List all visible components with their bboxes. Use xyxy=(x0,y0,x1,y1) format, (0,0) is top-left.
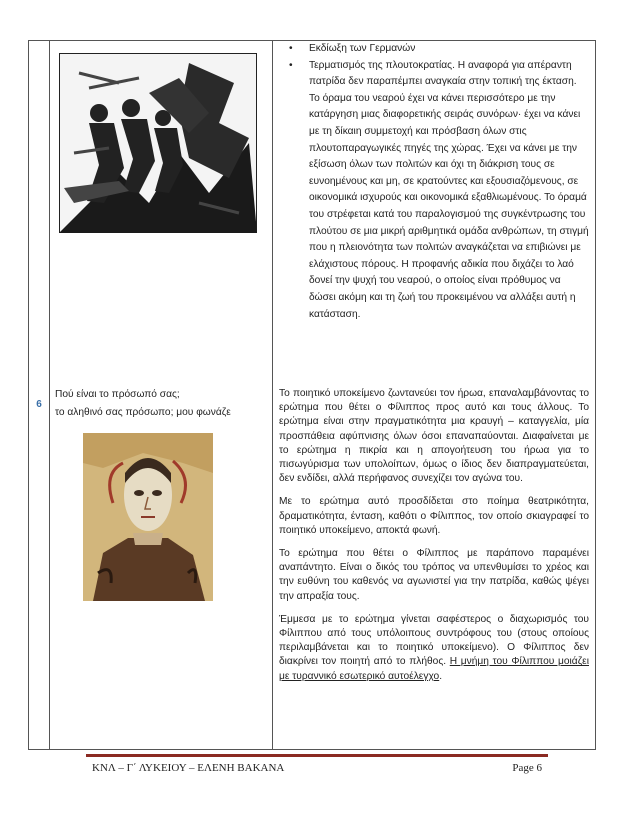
woodcut-illustration xyxy=(59,53,257,233)
commentary xyxy=(279,387,589,693)
bullet-list xyxy=(281,41,589,323)
bullet-icon: • xyxy=(289,59,293,71)
paragraph: Το ποιητικό υποκείμενο ζωντανεύει τον ήρωα, επαναλαμβάνοντας το ερώτημα που θέτει ο Φίλιππος προς αυτό και τους άλλους. Το ερώτημα είναι στην πραγματικότητα μια κραυγή – καταγγελία, μία προσπάθεια αφύπνισης όλων όσοι επαναπαύονται. Διαφαίνεται με το ερώτημα η πικρία και η απογοήτευση του ήρωα για το πισωγύρισμα των υπολοίπων, όμως ο ίδιος δεν διαπραγματεύεται, δεν ενδίδει, αλλά περήφανος συνεχίζει τον αγώνα του. xyxy=(279,388,589,485)
paragraph-end: . xyxy=(439,670,443,682)
footer-title: ΚΝΛ – Γ΄ ΛΥΚΕΙΟΥ – ΕΛΕΝΗ ΒΑΚΑΝΑ xyxy=(92,762,285,774)
right-column xyxy=(273,41,595,749)
portrait-painting xyxy=(83,433,213,601)
left-column xyxy=(49,41,271,749)
list-item-text: Εκδίωξη των Γερμανών xyxy=(309,43,416,54)
page-number: Page 6 xyxy=(512,762,542,774)
quote-line: Πού είναι το πρόσωπό σας; xyxy=(55,389,180,400)
poem-quote xyxy=(55,386,231,422)
paragraph: Με το ερώτημα αυτό προσδίδεται στο ποίημα θεατρικότητα, δραματικότητα, ένταση, καθότι ο Φίλιππος, τον οποίο σκιαγραφεί το ποιητικό υποκείμενο, αποκτά φωνή. xyxy=(279,496,589,536)
underlined-sentence: Η μνήμη του Φίλιππου μοιάζει με τυραννικό εσωτερικό αυτοέλεγχο xyxy=(279,656,589,682)
paragraph xyxy=(279,613,589,684)
bullet-icon: • xyxy=(289,43,293,54)
list-item xyxy=(281,41,589,58)
footer-rule xyxy=(86,754,548,757)
list-item-text: Τερματισμός της πλουτοκρατίας. Η αναφορά για απέραντη πατρίδα δεν παραπέμπει αναγκαία στην τοπική της έκταση. Το όραμα του νεαρού έχει να κάνει περισσότερο με την κατάργηση μιας διαφορετικής σειράς συνόρων· έχει να κάνει με τη δίκαιη συμμετοχή και πρόσβαση όλων στις πλουτοπαραγωγικές πηγές της χώρας. Έχει να κάνει με την εξίσωση όλων των πολιτών και όχι τη διάκριση τους σε ευνοημένους και μη, σε κρατούντες και εξουσιαζόμενους, σε οικονομικά ισχυρούς και οικονομικά εξαθλιωμένους. Το όραμά του στρέφεται κατά του παραλογισμού της συγκέντρωσης του πλούτου σε μια μικρή αριθμητικά ομάδα ανθρώπων, τη στιγμή που η πλειονότητα των πολιτών αναγκάζεται να επιβιώνει με ελάχιστους πόρους. Η προφανής αδικία που διχάζει το λαό δονεί την ψυχή του νεαρού, ο οποίος είναι πρόθυμος να δώσει ακόμη και τη ζωή του προκειμένου να αλλάξει αυτή η κατάσταση. xyxy=(309,59,589,320)
content-table xyxy=(28,40,596,750)
quote-line: το αληθινό σας πρόσωπο; μου φωνάζε xyxy=(55,407,231,418)
paragraph: Το ερώτημα που θέτει ο Φίλιππος με παράπονο παραμένει αναπάντητο. Είναι ο δικός του τρόπος να υπενθυμίσει το χρέος και την ευθύνη του καθενός να αγωνιστεί για την πατρίδα, καθώς ψέγει την απραξία τους. xyxy=(279,548,589,602)
list-item xyxy=(281,58,589,324)
row-number: 6 xyxy=(36,399,42,410)
paragraph-text: Έμμεσα με το ερώτημα γίνεται σαφέστερος ο διαχωρισμός του Φίλιππου από τους υπόλοιπους συντρόφους του (στους οποίους περιλαμβάνεται και το ποιητικό υποκείμενο). Ο Φίλιππος δεν διακρίνει τον ποιητή από το πλήθος. xyxy=(279,613,589,668)
